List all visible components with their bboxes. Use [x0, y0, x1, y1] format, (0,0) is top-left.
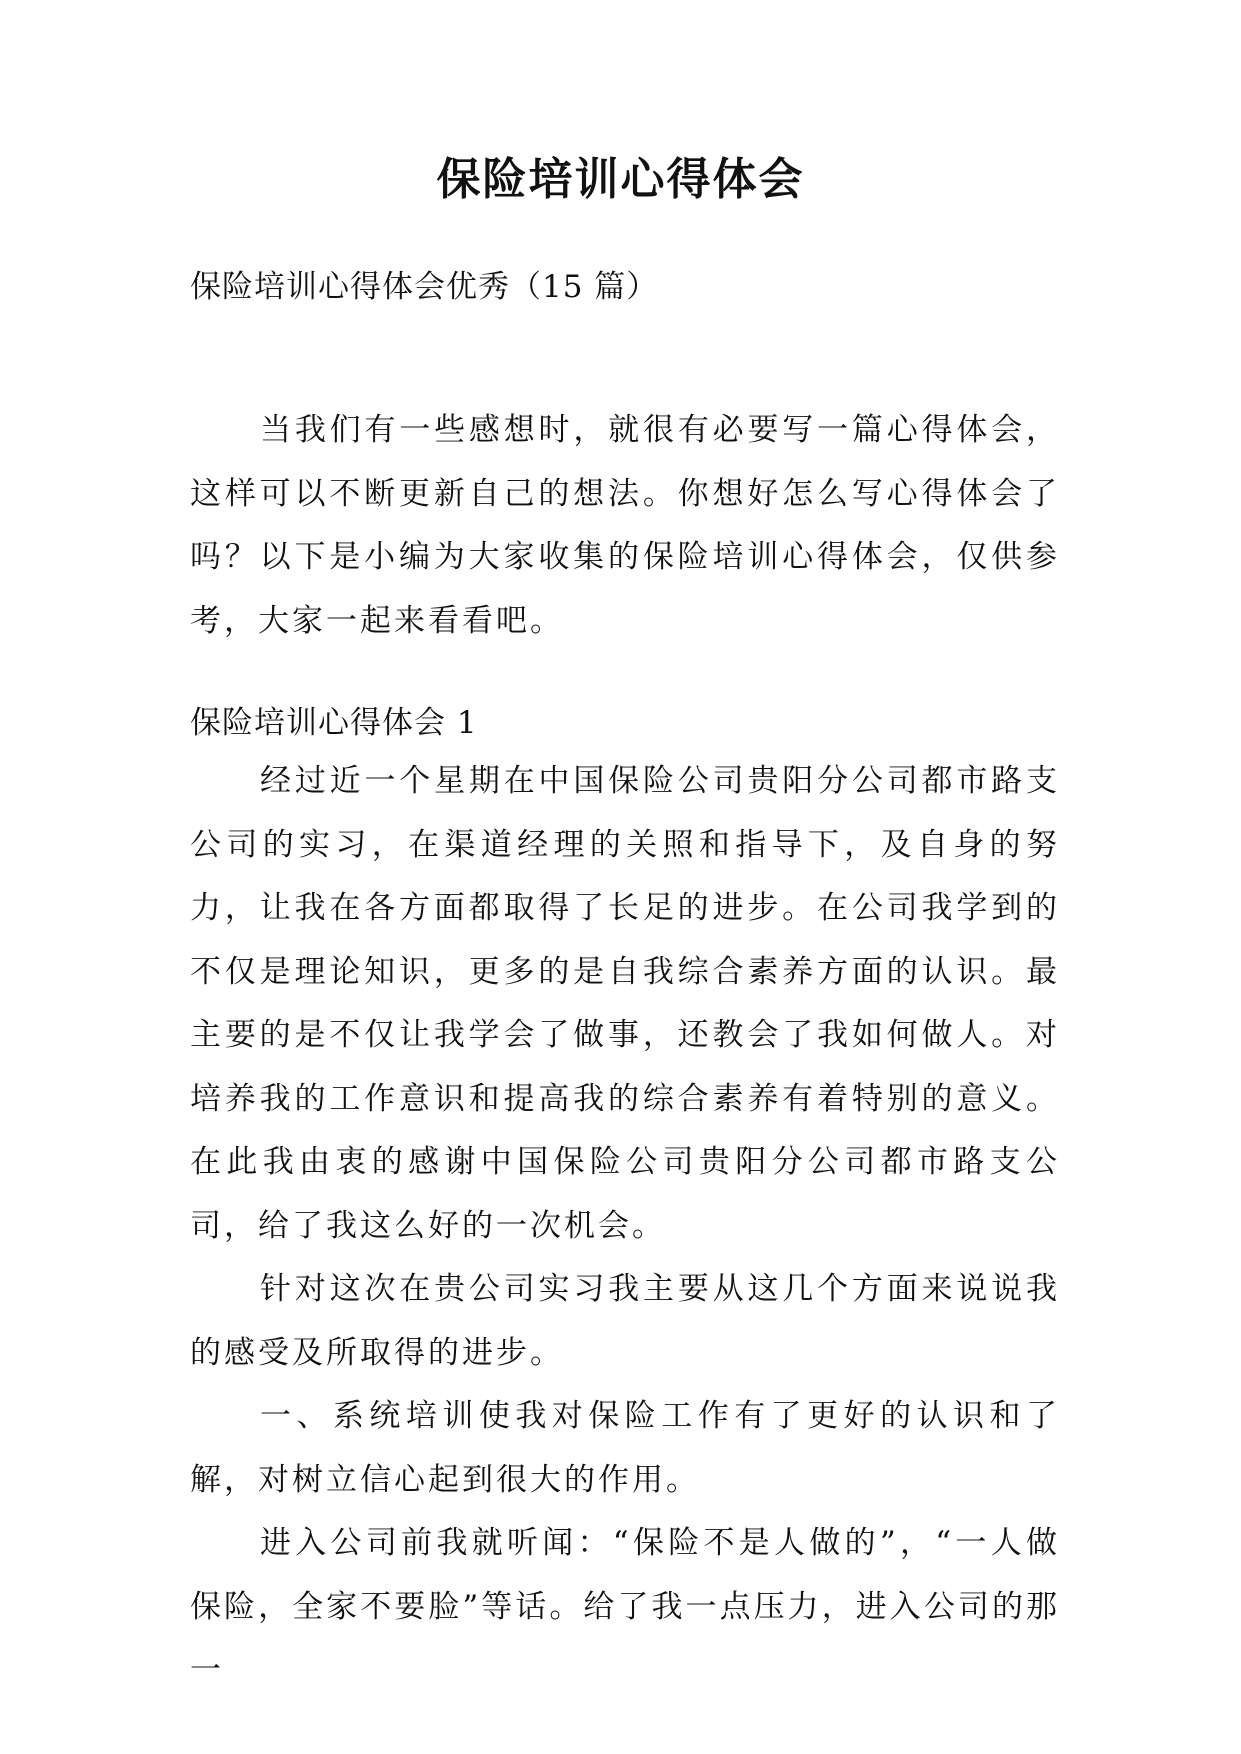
body-block	[190, 750, 1060, 1703]
intro-paragraph: 当我们有一些感想时，就很有必要写一篇心得体会，这样可以不断更新自己的想法。你想好怎么写心得体会了吗？以下是小编为大家收集的保险培训心得体会，仅供参考，大家一起来看看吧。	[190, 412, 1060, 639]
intro-block	[190, 399, 1060, 653]
section-heading: 保险培训心得体会 1	[190, 705, 478, 741]
body-paragraph: 一、系统培训使我对保险工作有了更好的认识和了解，对树立信心起到很大的作用。	[190, 1398, 1060, 1498]
document-subtitle: 保险培训心得体会优秀（15 篇）	[190, 269, 659, 305]
document-title: 保险培训心得体会	[436, 154, 805, 205]
body-paragraph: 进入公司前我就听闻：“保险不是人做的”，“一人做保险，全家不要脸”等话。给了我一点压力，进入公司的那一	[190, 1525, 1060, 1688]
body-paragraph: 针对这次在贵公司实习我主要从这几个方面来说说我的感受及所取得的进步。	[190, 1271, 1060, 1371]
body-paragraph: 经过近一个星期在中国保险公司贵阳分公司都市路支公司的实习，在渠道经理的关照和指导下，及自身的努力，让我在各方面都取得了长足的进步。在公司我学到的不仅是理论知识，更多的是自我综合素养方面的认识。最主要的是不仅让我学会了做事，还教会了我如何做人。对培养我的工作意识和提高我的综合素养有着特别的意义。在此我由衷的感谢中国保险公司贵阳分公司都市路支公司，给了我这么好的一次机会。	[190, 763, 1060, 1244]
